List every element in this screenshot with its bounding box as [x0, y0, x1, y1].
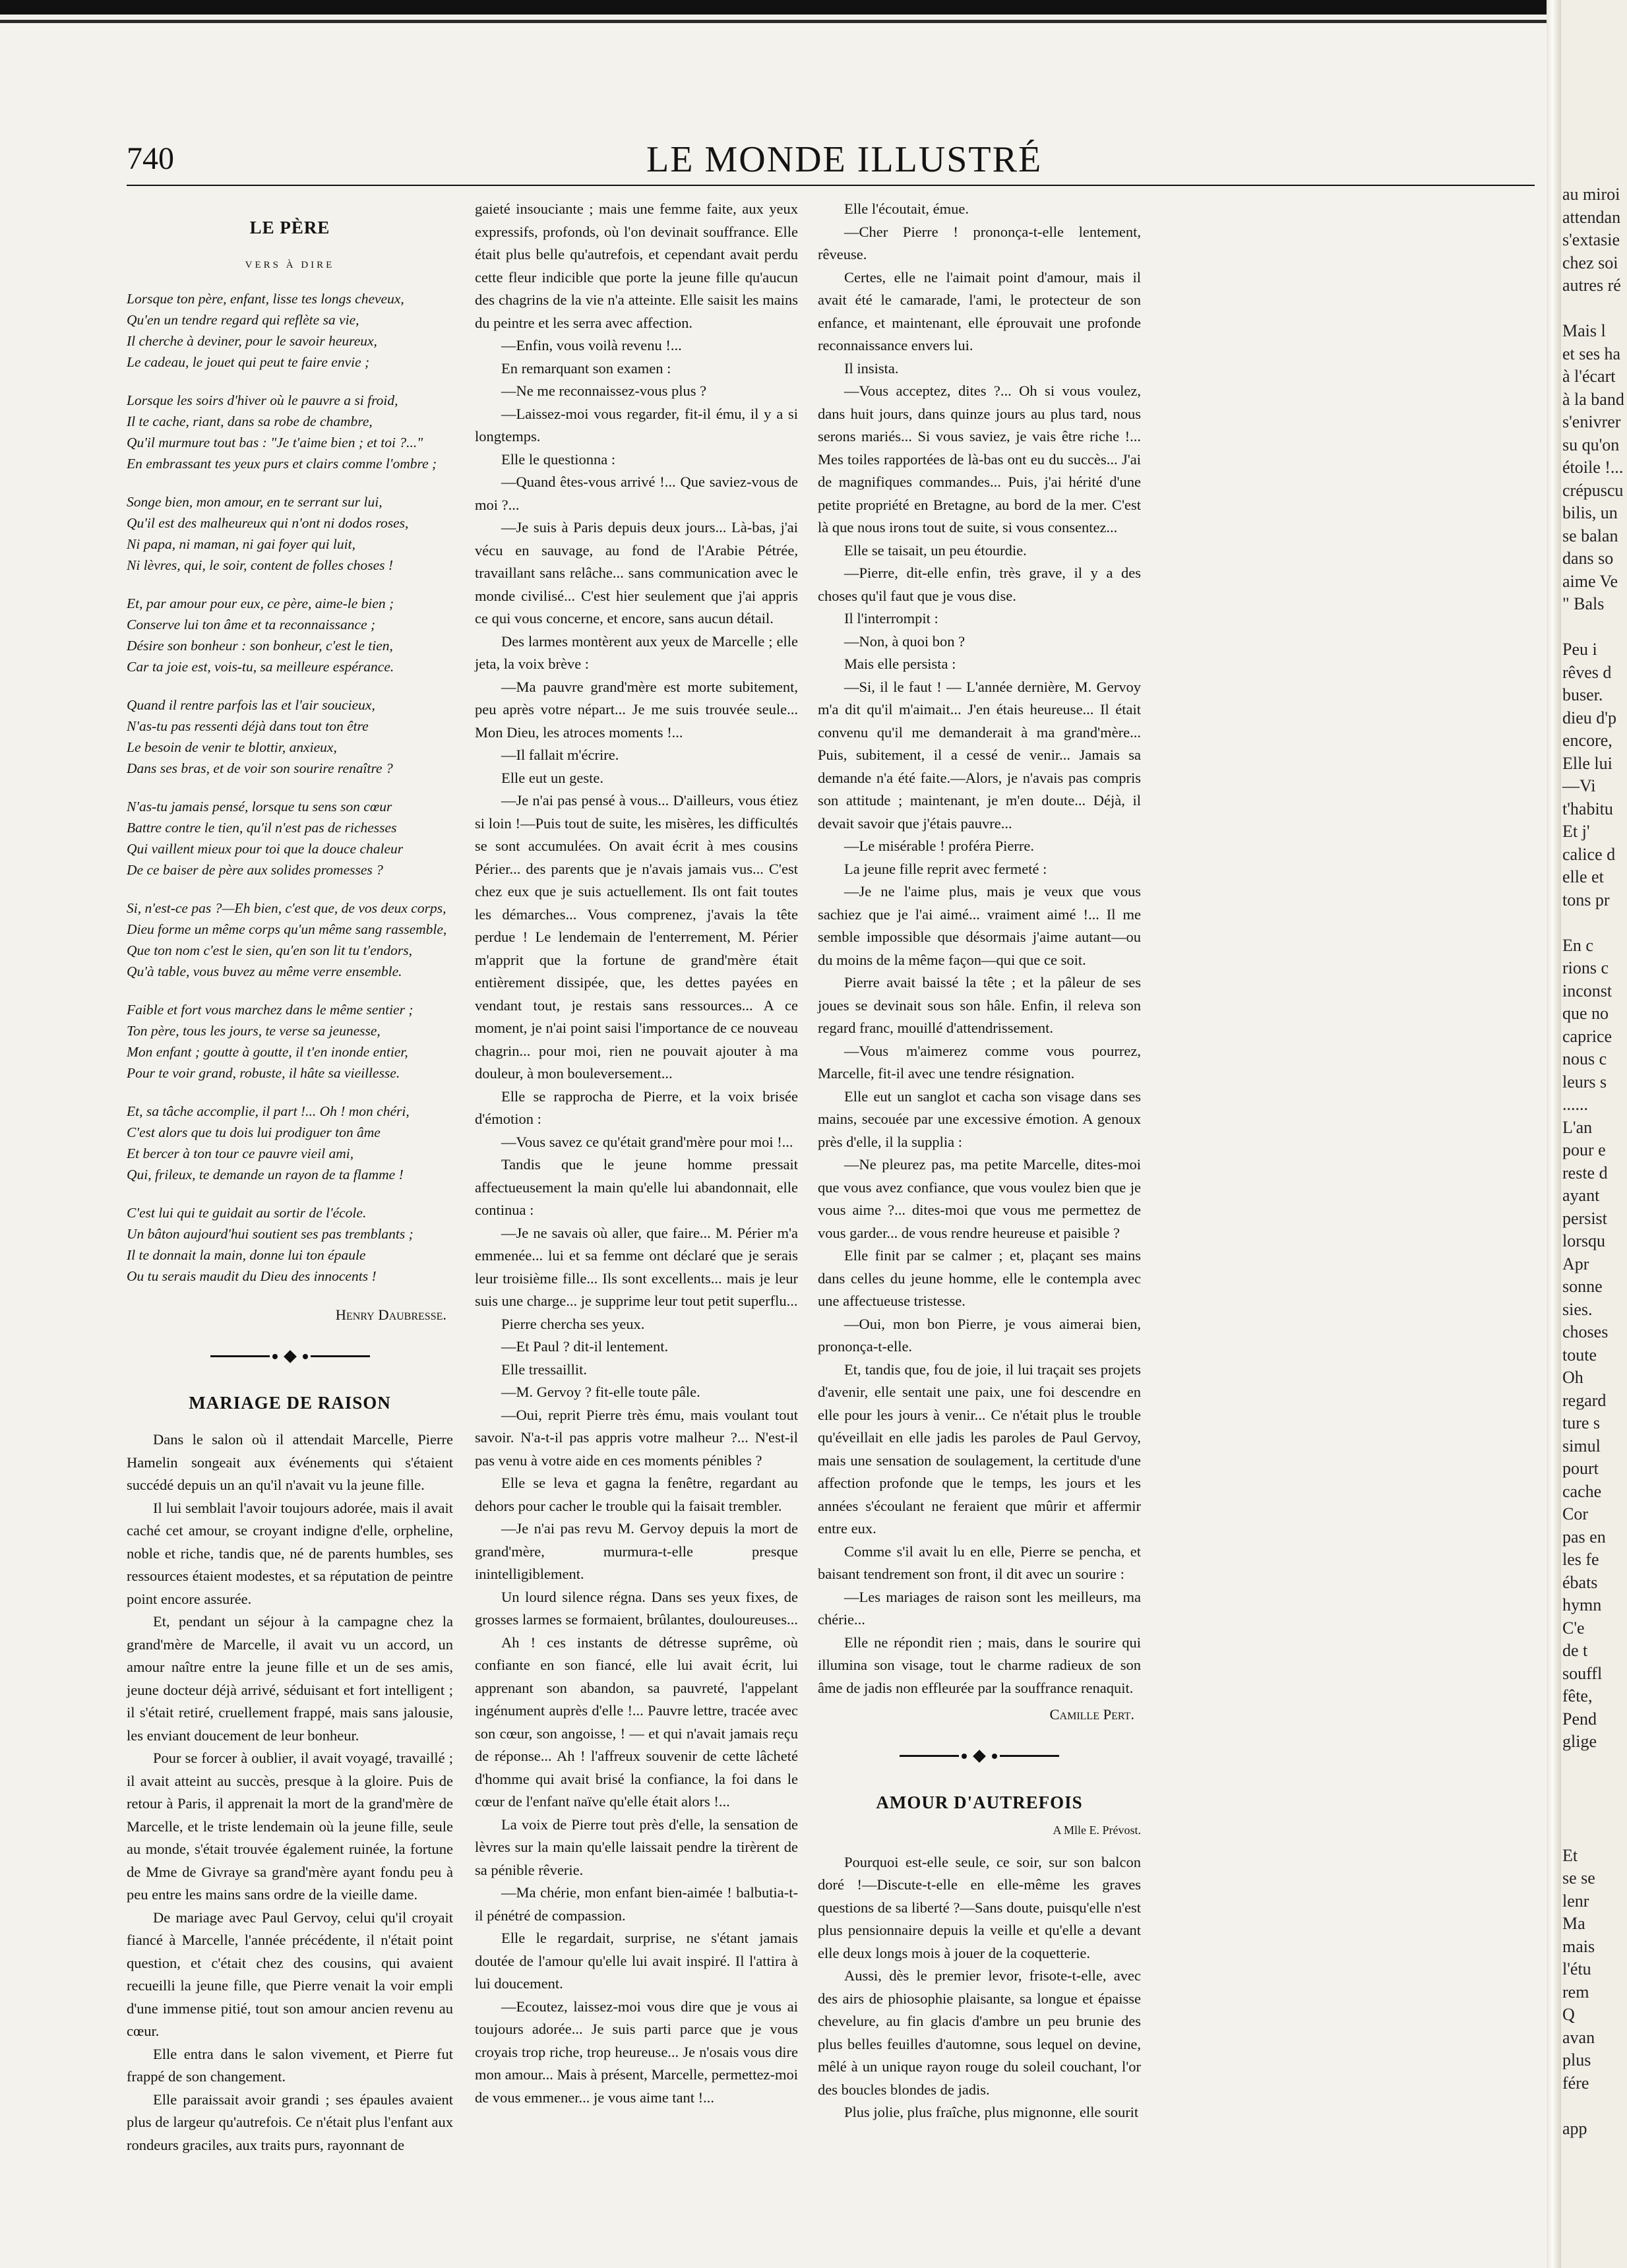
edge-fragment: à la band [1562, 389, 1624, 409]
poem-line: De ce baiser de père aux solides promesses ? [127, 862, 383, 878]
paragraph: Elle ne répondit rien ; mais, dans le sourire qui illumina son visage, tout le charme radieux de son âme de jadis non effleurée par la souffrance renaquit. [818, 1634, 1141, 1696]
edge-fragment: Oh [1562, 1368, 1583, 1387]
edge-fragment: tons pr [1562, 890, 1610, 909]
edge-fragment: persist [1562, 1208, 1607, 1228]
edge-fragment: buser. [1562, 685, 1603, 704]
masthead-title: LE MONDE ILLUSTRÉ [646, 139, 1043, 180]
edge-fragment: fête, [1562, 1686, 1593, 1705]
poem-line: Si, n'est-ce pas ?—Eh bien, c'est que, de vos deux corps, [127, 900, 446, 916]
paragraph: —Quand êtes-vous arrivé !... Que saviez-vous de moi ?... [475, 474, 798, 513]
edge-fragment: choses [1562, 1322, 1609, 1341]
edge-fragment: étoile !... [1562, 458, 1624, 477]
poem-stanza [127, 1101, 453, 1185]
paragraph: Elle paraissait avoir grandi ; ses épaules avaient plus de largeur qu'autrefois. Ce n'était plus l'enfant aux rondeurs graciles, aux traits purs, rayonnant de [127, 2091, 453, 2153]
paragraph: Aussi, dès le premier levor, frisote-t-elle, avec des airs de phiosophie plaisante, sa longue et épaisse chevelure, au fin glacis d'ambre un peu brunie des plus belles feuilles d'automne, sous lequel on devine, mêlé à un unique rayon rouge du soleil couchant, l'or des boucles blondes de jadis. [818, 1967, 1141, 2098]
edge-fragment: C'e [1562, 1618, 1585, 1638]
poem-stanza [127, 796, 453, 880]
paragraph: Comme s'il avait lu en elle, Pierre se pencha, et baisant tendrement son front, il dit avec un sourire : [818, 1543, 1141, 1582]
edge-fragment: à l'écart [1562, 367, 1616, 386]
paragraph: La voix de Pierre tout près d'elle, la sensation de lèvres sur la main qu'elle laissait pendre la tirèrent de sa pénible rêverie. [475, 1816, 798, 1878]
paragraph: —Ne me reconnaissez-vous plus ? [501, 383, 707, 399]
paragraph: —M. Gervoy ? fit-elle toute pâle. [501, 1384, 700, 1400]
paragraph: Elle se taisait, un peu étourdie. [844, 541, 1027, 559]
edge-fragment: crépuscu [1562, 480, 1624, 500]
paragraph: Elle eut un sanglot et cacha son visage dans ses mains, secouée par une excessive émotion. A genoux près d'elle, il la supplia : [818, 1088, 1141, 1150]
paragraph: Et, pendant un séjour à la campagne chez la grand'mère de Marcelle, il avait vu un accord, un amour naître entre la jeune fille et un de ses amis, jeune docteur déjà arrivé, séduisant et fort intelligent ; il s'était retiré, cruellement frappé, mais sans jalousie, les enviant doucement de leur bonheur. [127, 1613, 453, 1744]
edge-fragment: lorsqu [1562, 1231, 1605, 1250]
poem-line: Qu'il murmure tout bas : "Je t'aime bien ; et toi ?..." [127, 435, 423, 450]
poem-line: Un bâton aujourd'hui soutient ses pas tremblants ; [127, 1226, 414, 1242]
ornament-divider [818, 1740, 1141, 1773]
paragraph: De mariage avec Paul Gervoy, celui qu'il croyait fiancé à Marcelle, l'année précédente, il n'était point question, et c'était chez des cousins, qui avaient recueilli la jeune fille, que Pierre venait la voir empli d'une immense pitié, tout son amour ancien revenu au cœur. [127, 1909, 453, 2039]
edge-fragment: inconst [1562, 981, 1612, 1000]
poem-line: Ton père, tous les jours, te verse sa jeunesse, [127, 1023, 381, 1039]
edge-fragment: au miroi [1562, 185, 1620, 204]
paragraph: Pierre chercha ses yeux. [501, 1315, 645, 1332]
poem-line: Le besoin de venir te blottir, anxieux, [127, 739, 337, 755]
paragraph: —Vous savez ce qu'était grand'mère pour moi !... [501, 1133, 793, 1150]
edge-fragment: app [1562, 2118, 1587, 2138]
column-2 [475, 198, 798, 2109]
paragraph: gaieté insouciante ; mais une femme faite, aux yeux expressifs, profonds, où l'on devinait souffrance. Elle était plus belle qu'autrefois, et cependant avait perdu cette fleur indicible que porte la jeune fille qu'aucun des chagrins de la vie n'a atteinte. Elle saisit les mains du peintre et les serra avec affection. [475, 200, 798, 331]
poem-line: Dans ses bras, et de voir son sourire renaître ? [127, 760, 393, 776]
poem-line: Dieu forme un même corps qu'un même sang rassemble, [127, 921, 447, 937]
poem-stanza [127, 491, 453, 576]
edge-fragment: Cor [1562, 1504, 1588, 1523]
edge-fragment: simul [1562, 1436, 1601, 1456]
paragraph: Dans le salon où il attendait Marcelle, Pierre Hamelin songeait aux événements qui s'étaient succédé depuis un an qu'il n'avait vu la jeune fille. [127, 1431, 453, 1493]
poem-stanza [127, 593, 453, 677]
paragraph: Elle le questionna : [501, 450, 616, 468]
poem-line: Ou tu serais maudit du Dieu des innocents ! [127, 1268, 377, 1284]
poem-stanza [127, 288, 453, 373]
poem-line: Qu'à table, vous buvez au même verre ensemble. [127, 964, 402, 979]
edge-fragment: regard [1562, 1390, 1607, 1410]
paragraph: Elle se leva et gagna la fenêtre, regardant au dehors pour cacher le trouble qui la faisait trembler. [475, 1475, 798, 1514]
poem-line: Lorsque ton père, enfant, lisse tes longs cheveux, [127, 291, 404, 307]
page-number: 740 [127, 141, 174, 176]
poem-line: Pour te voir grand, robuste, il hâte sa vieillesse. [127, 1065, 400, 1081]
paragraph: —Je n'ai pas revu M. Gervoy depuis la mort de grand'mère, murmura-t-elle presque inintelligiblement. [475, 1520, 798, 1582]
poem-line: C'est lui qui te guidait au sortir de l'école. [127, 1205, 367, 1221]
edge-fragment: Mais l [1562, 321, 1606, 340]
poem-author: Henry Daubresse. [335, 1306, 446, 1323]
edge-fragment: L'an [1562, 1117, 1593, 1137]
edge-fragment: fére [1562, 2073, 1589, 2093]
paragraph: —Je suis à Paris depuis deux jours... Là-bas, j'ai vécu en sauvage, au fond de l'Arabie Pétrée, travaillant sans relâche... sans communication avec le monde civilisé... C'est hier seulement que j'ai appris ce qui vous concerne, et encore, sans aucun détail. [475, 519, 798, 627]
paragraph: Mais elle persista : [844, 656, 956, 672]
edge-fragment: les fe [1562, 1550, 1599, 1569]
edge-fragment: toute [1562, 1345, 1597, 1364]
edge-fragment: sonne [1562, 1277, 1603, 1296]
edge-fragment: se se [1562, 1868, 1595, 1887]
paragraph: Certes, elle ne l'aimait point d'amour, mais il avait été le camarade, l'ami, le protecteur de son enfance, et maintenant, elle éprouvait une profonde reconnaissance envers lui. [818, 268, 1141, 353]
poem-line: Que ton nom c'est le sien, qu'en son lit tu t'endors, [127, 942, 412, 958]
edge-fragment: s'enivrer [1562, 412, 1621, 431]
poem-stanza [127, 999, 453, 1084]
paragraph: Pierre avait baissé la tête ; et la pâleur de ses joues se devinait sous son hâle. Enfin, il releva son regard franc, mouillé d'attendrissement. [818, 974, 1141, 1036]
poem-line: N'as-tu pas ressenti déjà dans tout ton être [127, 718, 369, 734]
edge-fragment: glige [1562, 1732, 1597, 1751]
paragraph: —Laissez-moi vous regarder, fit-il ému, il y a si longtemps. [475, 405, 798, 444]
paragraph: Il lui semblait l'avoir toujours adorée, mais il avait caché cet amour, se croyant indigne d'elle, orpheline, noble et riche, tandis que, né de parents humbles, ses ressources étaient modestes, et sa réputation de peintre point encore assurée. [127, 1499, 453, 1607]
edge-fragment: ...... [1562, 1095, 1588, 1114]
edge-fragment: En c [1562, 935, 1593, 955]
edge-fragment: caprice [1562, 1026, 1612, 1046]
amour-paragraphs [818, 1851, 1141, 2124]
paragraph: —Ne pleurez pas, ma petite Marcelle, dites-moi que vous avez confiance, que vous voulez bien que je vous aime ?... dites-moi que vous me permettez de vous garder... de vous rendre heureuse et paisible ? [818, 1156, 1141, 1241]
edge-fragment: et ses ha [1562, 344, 1621, 363]
poem-stanza [127, 1202, 453, 1287]
poem-line: Ni lèvres, qui, le soir, content de folles choses ! [127, 557, 394, 573]
poem-line: Qu'il est des malheureux qui n'ont ni dodos roses, [127, 515, 409, 531]
poem-line: Battre contre le tien, qu'il n'est pas de richesses [127, 820, 397, 836]
paragraph: —Enfin, vous voilà revenu !... [501, 337, 682, 353]
edge-fragment: dans so [1562, 549, 1614, 568]
header-rule [127, 185, 1535, 186]
paragraph: La jeune fille reprit avec fermeté : [844, 860, 1047, 877]
story-paragraphs [127, 1428, 453, 2157]
edge-fragment: pour e [1562, 1140, 1606, 1159]
edge-fragment: rions c [1562, 958, 1609, 977]
edge-fragment: nous c [1562, 1049, 1607, 1068]
paragraph: —Vous acceptez, dites ?... Oh si vous voulez, dans huit jours, dans quinze jours au plus tard, nous serons mariés... Si vous saviez, je vais être riche !... Mes toiles rapportées de là-bas ont eu du succès... J'ai de magnifiques commandes... Puis, j'ai hérité d'une petite propriété en Bretagne, au bord de la mer. C'est là que nous irons tout de suite, si vous consentez... [818, 383, 1141, 536]
poem-line: Le cadeau, le jouet qui peut te faire envie ; [127, 354, 370, 370]
page-fold [1547, 0, 1561, 2268]
edge-fragment: ture s [1562, 1413, 1601, 1432]
edge-fragment: cache [1562, 1481, 1602, 1501]
poem-stanzas [127, 288, 453, 1287]
edge-fragment: souffl [1562, 1663, 1603, 1683]
poem-title: LE PÈRE [249, 218, 330, 237]
paragraph: —Je ne savais où aller, que faire... M. Périer m'a emmenée... lui et sa femme ont déclaré que je serais leur troisième fille... Ils sont excellents... mais je leur suis une charge... je supprime leur tout petit superflu... [475, 1224, 798, 1309]
paragraph: —Ecoutez, laissez-moi vous dire que je vous ai toujours adorée... Je suis parti parce que je vous croyais trop riche, trop heureuse... Je n'osais vous dire mon amour... Mais à présent, Marcelle, permettez-moi de vous emmener... je vous aime tant !... [475, 1998, 798, 2106]
paragraph: Il l'interrompit : [844, 610, 938, 627]
top-border-band [0, 0, 1556, 15]
edge-fragment: rem [1562, 1982, 1589, 2002]
paragraph: —Je ne l'aime plus, mais je veux que vous sachiez que je l'ai aimé... vraiment aimé !... Il me semble impossible que désormais j'aime autant—ou du moins de la même façon—qui que ce soit. [818, 883, 1141, 968]
poem-subtitle: VERS À DIRE [245, 259, 335, 270]
edge-fragment: lenr [1562, 1891, 1589, 1911]
poem-line: N'as-tu jamais pensé, lorsque tu sens son cœur [127, 799, 392, 814]
ornament-divider [127, 1340, 453, 1373]
edge-fragment: leurs s [1562, 1072, 1607, 1091]
paragraph: —Il fallait m'écrire. [501, 747, 619, 763]
edge-fragment: Q [1562, 2005, 1575, 2024]
edge-fragment: su qu'on [1562, 435, 1620, 454]
paragraph: —Les mariages de raison sont les meilleurs, ma chérie... [818, 1588, 1141, 1628]
paragraph: Et, tandis que, fou de joie, il lui traçait ses projets d'avenir, elle sentait une paix, une foi descendre en elle pour les jours à venir... Ce n'était plus le trouble qu'éveillait en elle jadis les paroles de Paul Gervoy, mais une sensation de soulagement, la certitude d'une affection profonde que le temps, les jours et les années s'écoulant ne feraient que mûrir et affermir entre eux. [818, 1361, 1141, 1537]
poem-line: Car ta joie est, vois-tu, sa meilleure espérance. [127, 659, 394, 675]
edge-fragment: Peu i [1562, 640, 1597, 659]
paragraph: —Oui, reprit Pierre très ému, mais voulant tout savoir. N'a-t-il pas appris votre malheur ?... N'est-il pas venu à votre aide en ces moments pénibles ? [475, 1406, 798, 1469]
edge-fragment: attendan [1562, 207, 1621, 227]
edge-fragment: Et [1562, 1845, 1578, 1865]
edge-fragment: " Bals [1562, 594, 1605, 613]
edge-fragment: ébats [1562, 1572, 1598, 1592]
poem-stanza [127, 694, 453, 779]
poem-line: C'est alors que tu dois lui prodiguer ton âme [127, 1124, 381, 1140]
paragraph: Elle se rapprocha de Pierre, et la voix brisée d'émotion : [475, 1088, 798, 1127]
poem-line: Et bercer à ton tour ce pauvre vieil ami, [127, 1146, 354, 1161]
story-paragraphs-3 [818, 198, 1141, 1700]
paragraph: Un lourd silence régna. Dans ses yeux fixes, de grosses larmes se formaient, brûlantes, douloureuses... [475, 1588, 798, 1628]
edge-fragment: pourt [1562, 1459, 1599, 1478]
paragraph: Des larmes montèrent aux yeux de Marcelle ; elle jeta, la voix brève : [475, 632, 798, 672]
edge-fragment: se balan [1562, 526, 1618, 545]
edge-fragment: ayant [1562, 1186, 1600, 1205]
edge-fragment: reste d [1562, 1163, 1608, 1182]
poem-line: Ni papa, ni maman, ni gai foyer qui luit, [127, 536, 355, 552]
paragraph: —Si, il le faut ! — L'année dernière, M. Gervoy m'a dit qu'il m'aimait... J'en étais heureuse... Il était convenu qu'il me demanderait à ma grand'mère... Puis, subitement, il a cessé de venir... Jamais sa demande n'a été faite.—Alors, je n'avais pas compris son attitude ; maintenant, je m'en doute... Déjà, il devait savoir que j'étais pauvre... [818, 678, 1141, 832]
paragraph: —Non, à quoi bon ? [844, 632, 966, 650]
edge-fragment: mais [1562, 1936, 1595, 1956]
edge-fragment: aime Ve [1562, 571, 1618, 591]
amour-dedication: A Mlle E. Prévost. [1053, 1824, 1141, 1837]
paragraph: Elle l'écoutait, émue. [844, 200, 969, 217]
edge-fragment: sies. [1562, 1299, 1593, 1319]
story-paragraphs-2 [475, 198, 798, 2109]
story-title: MARIAGE DE RAISON [189, 1392, 391, 1413]
story-author: Camille Pert. [1049, 1706, 1134, 1723]
edge-fragment: que no [1562, 1004, 1609, 1023]
poem-line: Et, sa tâche accomplie, il part !... Oh ! mon chéri, [127, 1103, 410, 1119]
poem-line: Conserve lui ton âme et ta reconnaissance ; [127, 617, 376, 632]
edge-fragment: —Vi [1562, 776, 1596, 795]
edge-fragment: Apr [1562, 1254, 1589, 1273]
edge-fragment: bilis, un [1562, 503, 1618, 522]
paragraph: Pour se forcer à oublier, il avait voyagé, travaillé ; il avait atteint au succès, presque à la gloire. Puis de retour à Paris, il apprenait la mort de la grand'mère de Marcelle, et le triste lendemain où la jeune fille, seule au monde, s'était trouvée également ruinée, la fortune de Mme de Givraye sa grand'mère ayant fondu peu à peu entre les mains sans ordre de la vieille dame. [127, 1750, 453, 1903]
edge-fragment: encore, [1562, 731, 1612, 750]
paragraph: —Pierre, dit-elle enfin, très grave, il y a des choses qu'il faut que je vous dise. [818, 565, 1141, 604]
poem-line: Mon enfant ; goutte à goutte, il t'en inonde entier, [127, 1044, 408, 1060]
top-border-line [0, 20, 1556, 23]
poem-line: Désire son bonheur : son bonheur, c'est le tien, [127, 638, 393, 654]
poem-line: Il te donnait la main, donne lui ton épaule [127, 1247, 366, 1263]
paragraph: —Le misérable ! proféra Pierre. [844, 838, 1034, 854]
edge-fragment: Et j' [1562, 822, 1590, 841]
edge-fragment: t'habitu [1562, 799, 1613, 818]
edge-fragment: hymn [1562, 1595, 1602, 1614]
paragraph: Elle eut un geste. [501, 769, 603, 786]
edge-fragment: Elle lui [1562, 753, 1612, 773]
edge-fragment: Pend [1562, 1709, 1597, 1729]
next-page-edge [1561, 0, 1627, 2268]
paragraph: Ah ! ces instants de détresse suprême, où confiante en son fiancé, elle lui avait écrit, lui apprenant son abandon, sa pauvreté, l'appelant ingénument auprès d'elle !... Pauvre lettre, tracée avec son cœur, son angoisse, ! — et qui n'avait jamais reçu de réponse... Ah ! l'affreux souvenir de cette lâcheté d'homme qui avait brisé la confiance, la foi dans le cœur de l'enfant naïve qu'elle était alors !... [475, 1634, 798, 1810]
paragraph: En remarquant son examen : [501, 359, 671, 377]
paragraph: Elle tressaillit. [501, 1361, 587, 1378]
edge-fragment: l'étu [1562, 1959, 1591, 1978]
edge-fragment: chez soi [1562, 253, 1618, 272]
poem-line: Songe bien, mon amour, en te serrant sur lui, [127, 494, 383, 510]
paragraph: Pourquoi est-elle seule, ce soir, sur son balcon doré !—Discute-t-elle en elle-même les graves questions de sa liberté ?—Sans doute, puisqu'elle n'est plus pensionnaire depuis la veille et qu'elle a devant elle deux longs mois à jouer de la coquetterie. [818, 1853, 1141, 1961]
edge-fragment: rêves d [1562, 662, 1612, 682]
edge-fragment: s'extasie [1562, 230, 1620, 249]
edge-fragment: elle et [1562, 867, 1604, 886]
paragraph: Tandis que le jeune homme pressait affectueusement la main qu'elle lui abandonnait, elle continua : [475, 1156, 798, 1218]
paragraph: Il insista. [844, 359, 899, 377]
edge-fragment: autres ré [1562, 276, 1621, 295]
poem-line: Quand il rentre parfois las et l'air soucieux, [127, 697, 375, 713]
poem-line: Il cherche à deviner, pour le savoir heureux, [127, 333, 377, 349]
edge-fragment: avan [1562, 2027, 1595, 2047]
paragraph: —Oui, mon bon Pierre, je vous aimerai bien, prononça-t-elle. [818, 1315, 1141, 1355]
amour-title: AMOUR D'AUTREFOIS [876, 1792, 1083, 1812]
edge-fragment: dieu d'p [1562, 708, 1616, 727]
poem-line: Qui, frileux, te demande un rayon de ta flamme ! [127, 1167, 404, 1182]
poem-line: Faible et fort vous marchez dans le même sentier ; [127, 1002, 414, 1018]
paragraph: —Ma pauvre grand'mère est morte subitement, peu après votre népart... Je me suis trouvée seule... Mon Dieu, les atroces moments !... [475, 678, 798, 741]
paragraph: —Cher Pierre ! prononça-t-elle lentement, rêveuse. [818, 223, 1141, 262]
paragraph: Elle finit par se calmer ; et, plaçant ses mains dans celles du jeune homme, elle le contempla avec une affectueuse tristesse. [818, 1247, 1141, 1309]
column-1 [127, 198, 453, 2157]
edge-fragment: pas en [1562, 1527, 1606, 1547]
paragraph: Plus jolie, plus fraîche, plus mignonne, elle sourit [844, 2104, 1139, 2120]
edge-fragment: calice d [1562, 844, 1616, 864]
column-3 [818, 198, 1141, 2124]
paragraph: Elle entra dans le salon vivement, et Pierre fut frappé de son changement. [127, 2045, 453, 2085]
edge-fragment: de t [1562, 1641, 1588, 1660]
paragraph: —Ma chérie, mon enfant bien-aimée ! balbutia-t-il pénétré de compassion. [475, 1884, 798, 1924]
poem-line: Et, par amour pour eux, ce père, aime-le bien ; [127, 596, 394, 611]
poem-line: En embrassant tes yeux purs et clairs comme l'ombre ; [127, 456, 437, 472]
paragraph: Elle le regardait, surprise, ne s'étant jamais doutée de l'amour qu'elle lui avait inspiré. Il l'attira à lui doucement. [475, 1930, 798, 1992]
poem-line: Qu'en un tendre regard qui reflète sa vie, [127, 312, 359, 328]
poem-line: Il te cache, riant, dans sa robe de chambre, [127, 414, 373, 429]
poem-stanza [127, 390, 453, 474]
paragraph: —Et Paul ? dit-il lentement. [501, 1338, 669, 1355]
edge-fragment: Ma [1562, 1914, 1585, 1933]
paragraph: —Vous m'aimerez comme vous pourrez, Marcelle, fit-il avec une tendre résignation. [818, 1042, 1141, 1082]
poem-line: Qui vaillent mieux pour toi que la douce chaleur [127, 841, 404, 857]
edge-fragment: plus [1562, 2050, 1591, 2069]
poem-stanza [127, 898, 453, 982]
paragraph: —Je n'ai pas pensé à vous... D'ailleurs, vous étiez si loin !—Puis tout de suite, les misères, les difficultés se sont accumulées. On avait écrit à mes cousins Périer... des parents que je n'avais jamais vus... C'est chez eux que je suis actuellement. Ils ont fait toutes les démarches... Vous comprenez, j'avais la tête perdue ! Le lendemain de l'enterrement, M. Périer m'apprit que la fortune de grand'mère était entièrement dissipée, que, les dettes payées en vendant tout, je restais sans ressources... A ce moment, je n'ai point saisi l'importance de ce nouveau chagrin... pour moi, rien ne pouvait ajouter à ma douleur, à mon bouleversement... [475, 792, 798, 1082]
poem-line: Lorsque les soirs d'hiver où le pauvre a si froid, [127, 392, 398, 408]
